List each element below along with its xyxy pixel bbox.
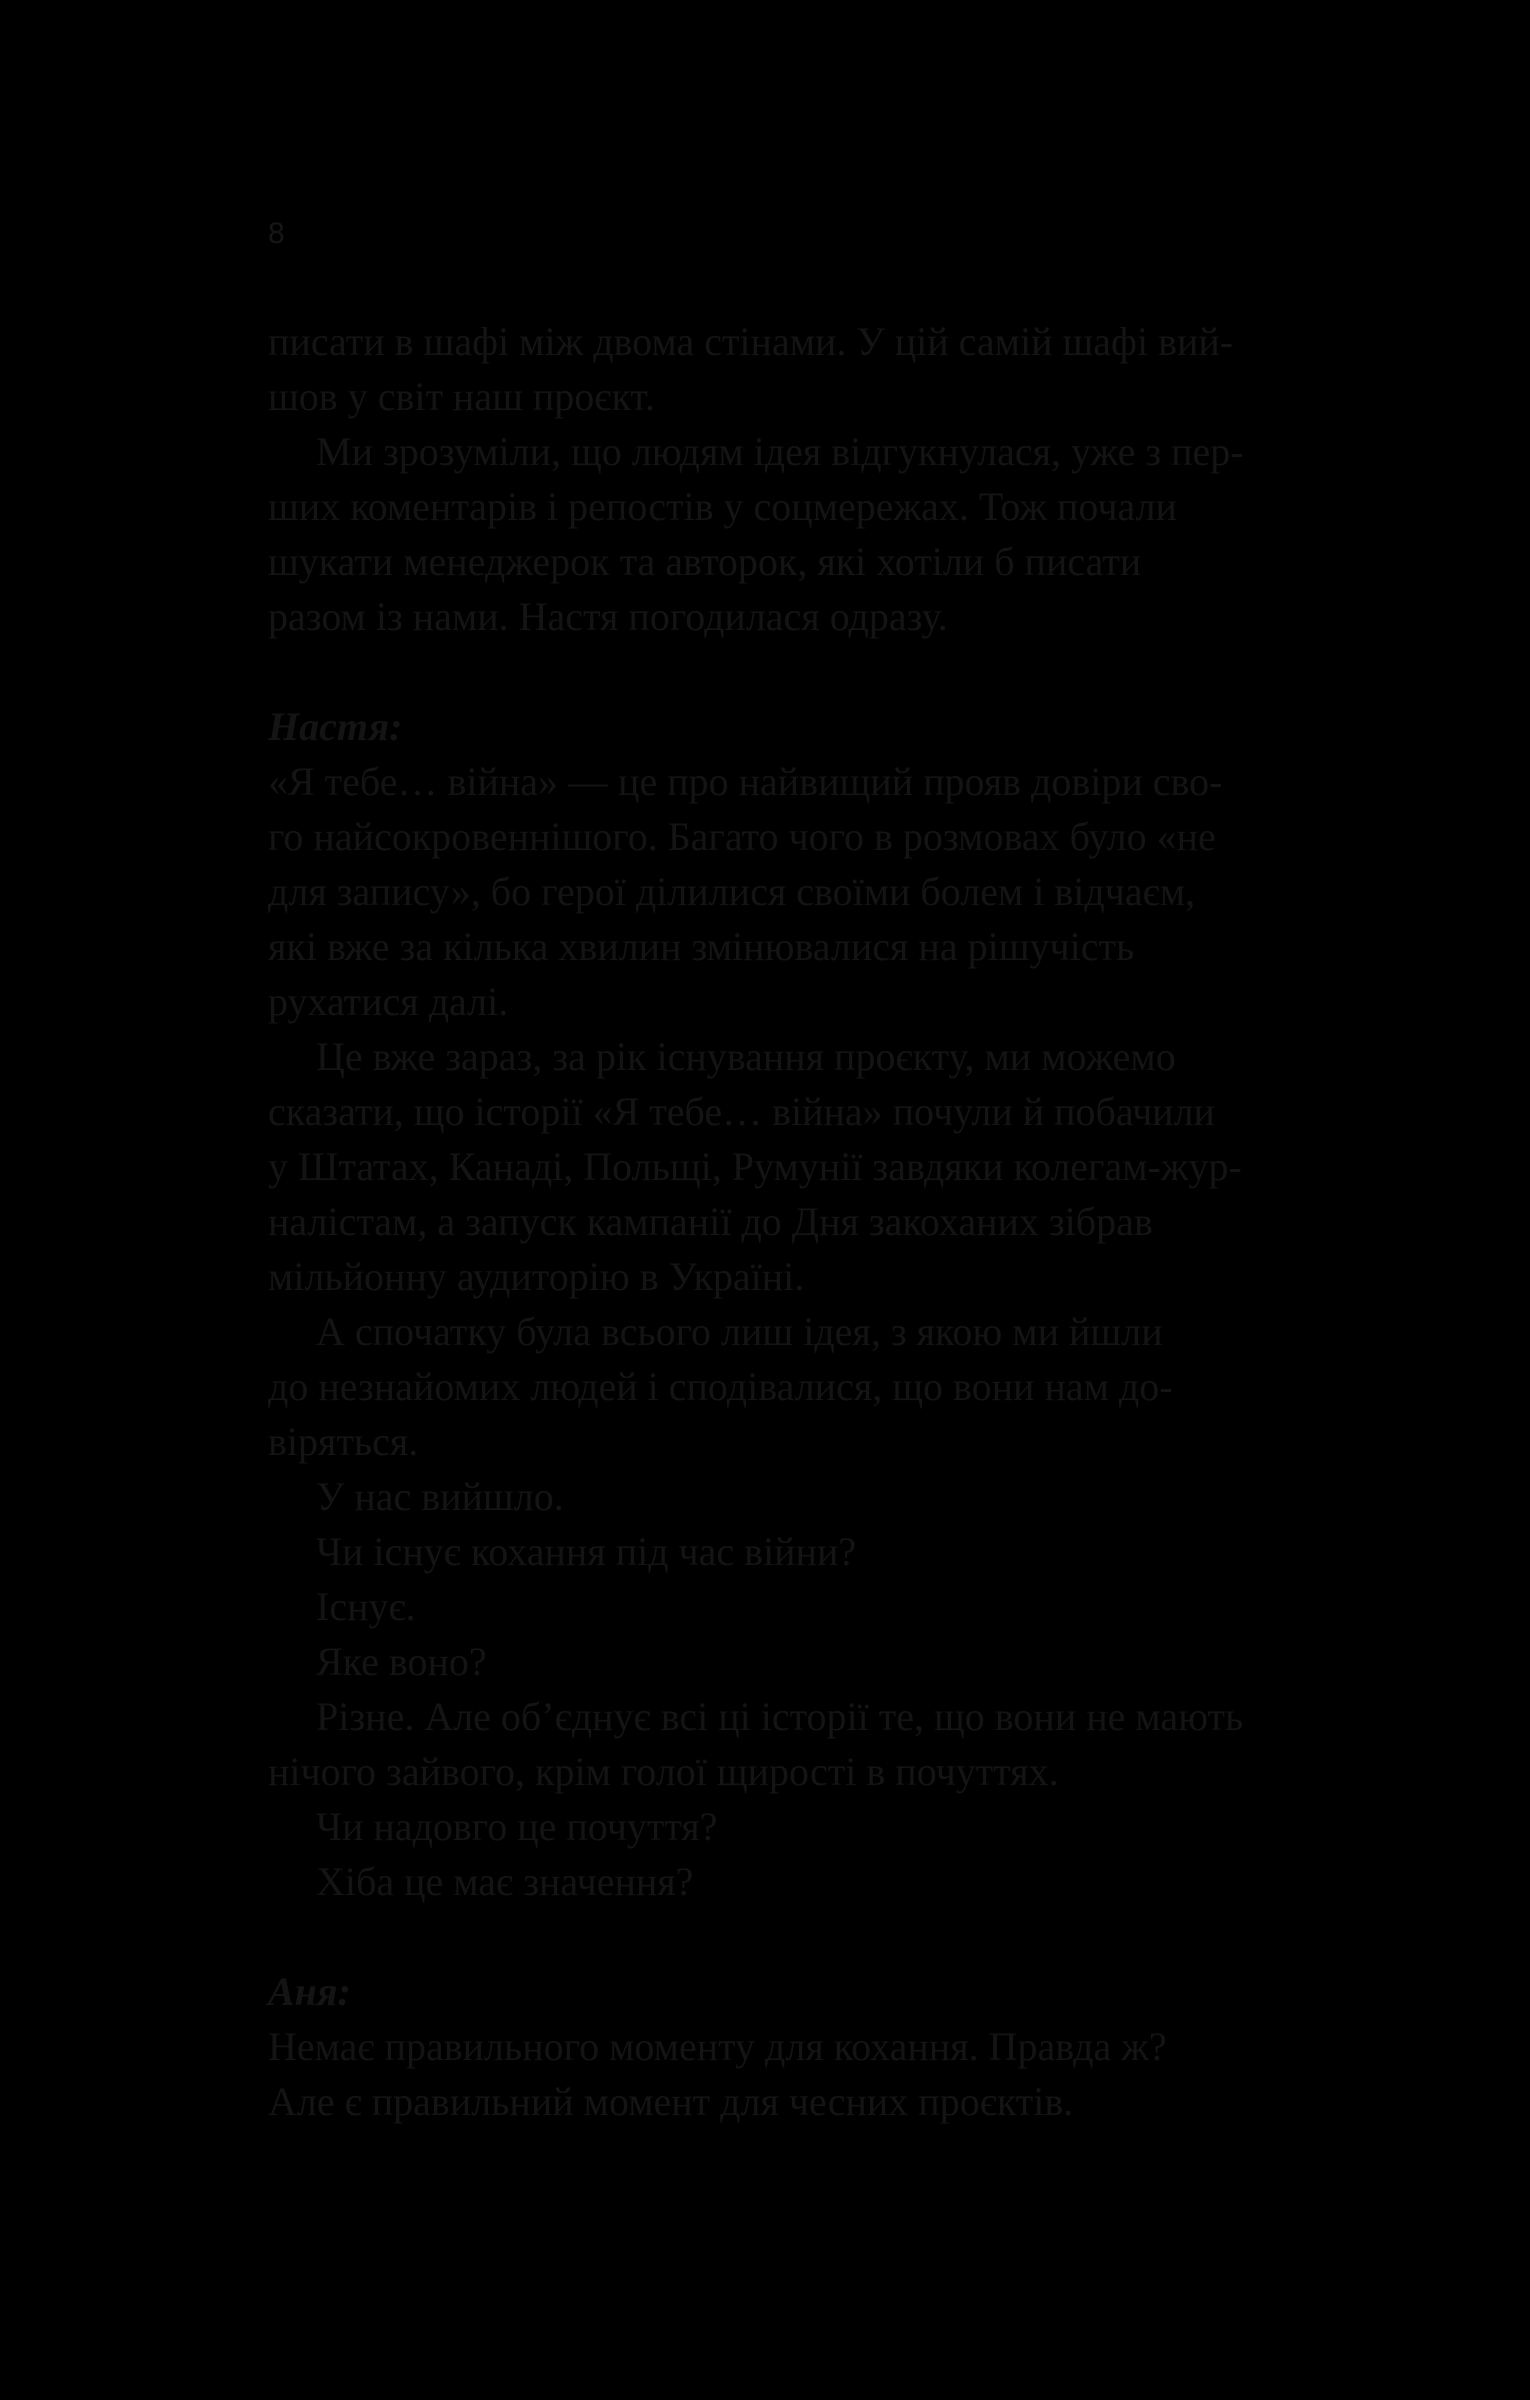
text-line: налістам, а запуск кампанії до Дня закоханих зібрав: [268, 1199, 1153, 1244]
text-line: для запису», бо герої ділилися своїми болем і відчаєм,: [268, 869, 1196, 914]
text-line: Це вже зараз, за рік існування проєкту, ми можемо: [316, 1034, 1176, 1079]
paragraph: Існує.: [316, 1584, 416, 1629]
page-text: [268, 314, 1346, 2129]
text-line: писати в шафі між двома стінами. У цій самій шафі вий-: [268, 319, 1234, 364]
page-number: 8: [268, 217, 285, 250]
text-line: шукати менеджерок та авторок, які хотіли б писати: [268, 539, 1142, 584]
text-line: Різне. Але об’єднує всі ці історії те, що вони не мають: [316, 1694, 1244, 1739]
text-line: Але є правильний момент для чесних проєктів.: [268, 2079, 1074, 2124]
paragraph: [268, 314, 1346, 424]
text-line: які вже за кілька хвилин змінювалися на рішучість: [268, 924, 1135, 969]
text-line: «Я тебе… війна» — це про найвищий прояв довіри сво-: [268, 759, 1223, 804]
paragraph: [268, 1689, 1346, 1799]
text-line: нічого зайвого, крім голої щирості в почуттях.: [268, 1749, 1059, 1794]
text-line: віряться.: [268, 1419, 419, 1464]
text-line: до незнайомих людей і сподівалися, що вони нам до-: [268, 1364, 1173, 1409]
paragraph: Яке воно?: [316, 1639, 487, 1684]
text-line: Немає правильного моменту для кохання. Правда ж?: [268, 2024, 1167, 2069]
paragraph: [268, 424, 1346, 644]
text-line: Ми зрозуміли, що людям ідея відгукнулася, уже з пер-: [316, 429, 1244, 474]
text-line: А спочатку була всього лиш ідея, з якою ми йшли: [316, 1309, 1163, 1354]
text-line: рухатися далі.: [268, 979, 509, 1024]
paragraph: У нас вийшло.: [316, 1474, 564, 1519]
text-line: сказати, що історії «Я тебе… війна» почули й побачили: [268, 1089, 1215, 1134]
paragraph: [268, 2019, 1346, 2129]
text-line: ших коментарів і репостів у соцмережах. Тож почали: [268, 484, 1177, 529]
paragraph: [268, 1029, 1346, 1304]
speaker-label: Аня:: [268, 1969, 351, 2014]
paragraph: Чи надовго це почуття?: [316, 1804, 718, 1849]
text-line: разом із нами. Настя погодилася одразу.: [268, 594, 948, 639]
text-line: мільйонну аудиторію в Україні.: [268, 1254, 805, 1299]
text-line: го найсокровеннішого. Багато чого в розмовах було «не: [268, 814, 1216, 859]
paragraph: [268, 754, 1346, 1029]
text-line: шов у світ наш проєкт.: [268, 374, 655, 419]
speaker-label: Настя:: [268, 704, 403, 749]
paragraph: Чи існує кохання під час війни?: [316, 1529, 857, 1574]
paragraph: Хіба це має значення?: [316, 1859, 694, 1904]
paragraph: [268, 1304, 1346, 1469]
text-line: у Штатах, Канаді, Польщі, Румунії завдяки колегам-жур-: [268, 1144, 1242, 1189]
